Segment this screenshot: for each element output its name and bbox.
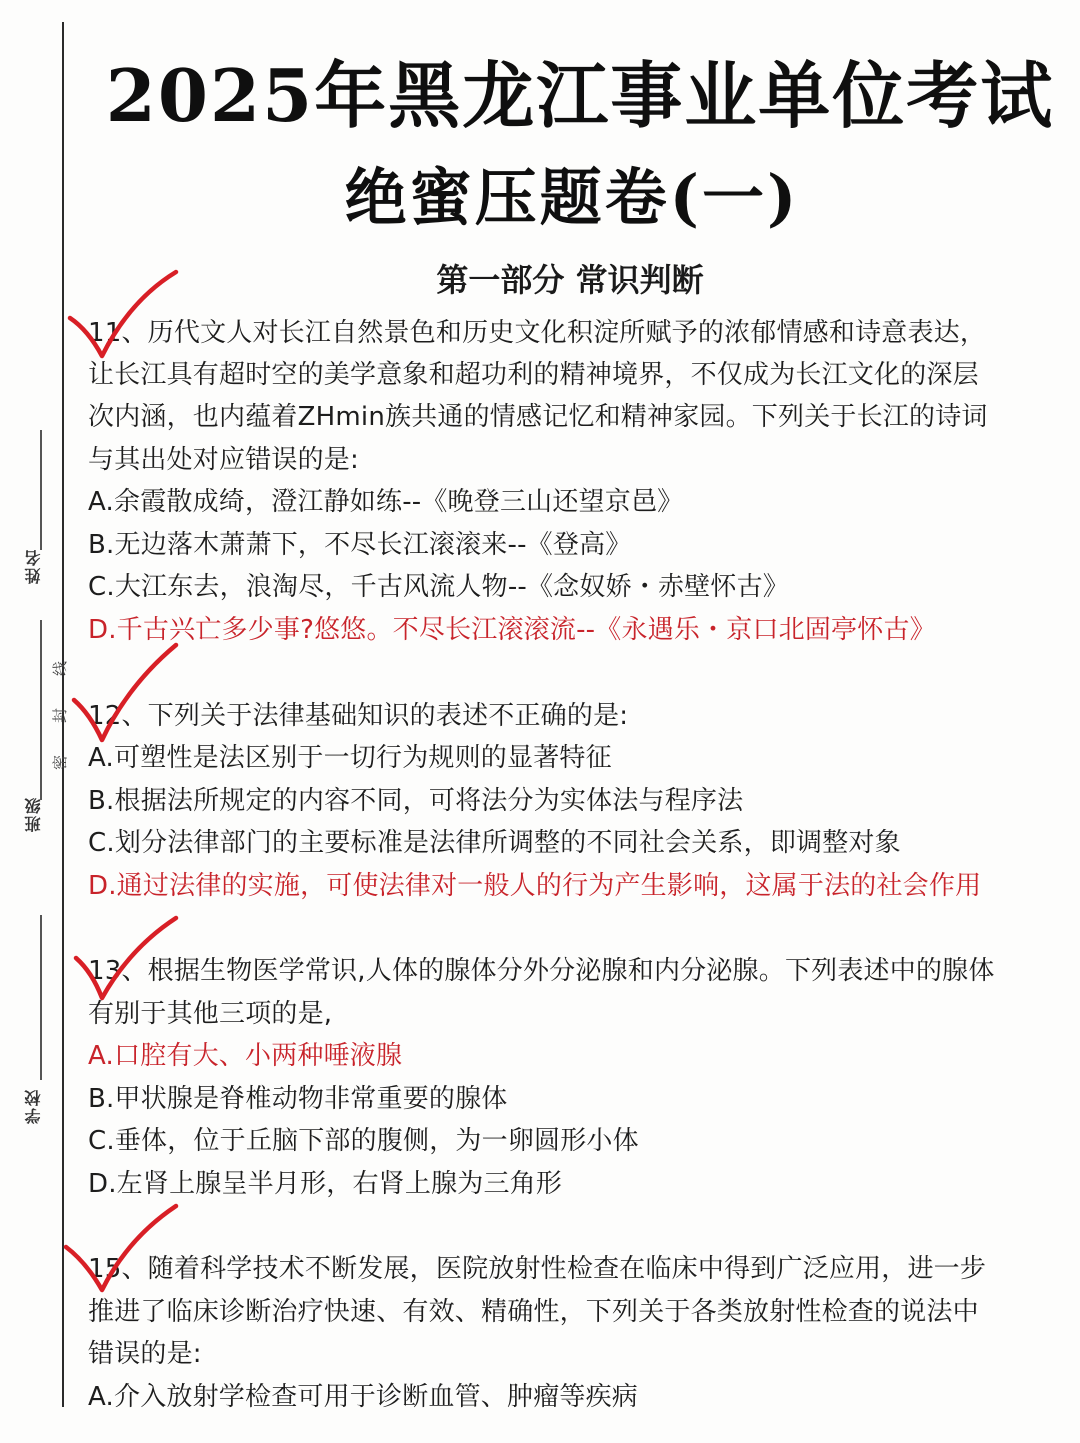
class-underline bbox=[40, 620, 42, 800]
option-a: A.介入放射学检查可用于诊断血管、肿瘤等疾病 bbox=[88, 1382, 638, 1412]
option-c: C.垂体，位于丘脑下部的腹侧，为一卵圆形小体 bbox=[88, 1126, 639, 1156]
option-d-correct-answer: D.千古兴亡多少事?悠悠。不尽长江滚滚流--《永遇乐・京口北固亭怀古》 bbox=[88, 615, 936, 645]
option-d-correct-answer: D.通过法律的实施，可使法律对一般人的行为产生影响，这属于法的社会作用 bbox=[88, 871, 982, 901]
option-d: D.左肾上腺呈半月形，右肾上腺为三角形 bbox=[88, 1169, 563, 1199]
question-stem-line: 让长江具有超时空的美学意象和超功利的精神境界，不仅成为长江文化的深层 bbox=[88, 360, 979, 390]
school-field-label: 学校 bbox=[24, 1088, 43, 1124]
question-stem-line: 错误的是: bbox=[88, 1339, 202, 1369]
question-stem-line: 与其出处对应错误的是: bbox=[88, 445, 359, 475]
option-a-correct-answer: A.口腔有大、小两种唾液腺 bbox=[88, 1041, 403, 1071]
option-c: C.大江东去，浪淘尽，千古风流人物--《念奴娇・赤壁怀古》 bbox=[88, 572, 789, 602]
document-subtitle: 绝蜜压题卷(一) bbox=[344, 161, 800, 234]
option-b: B.甲状腺是脊椎动物非常重要的腺体 bbox=[88, 1084, 508, 1114]
option-b: B.无边落木萧萧下，不尽长江滚滚来--《登高》 bbox=[88, 530, 632, 560]
seal-char-feng: 封 bbox=[51, 707, 70, 724]
name-underline bbox=[40, 430, 42, 550]
class-field-label: 班级 bbox=[24, 796, 43, 832]
option-a: A.余霞散成绮，澄江静如练--《晚登三山还望京邑》 bbox=[88, 487, 684, 517]
document-title: 2025年黑龙江事业单位考试 bbox=[105, 53, 1055, 138]
option-c: C.划分法律部门的主要标准是法律所调整的不同社会关系，即调整对象 bbox=[88, 828, 901, 858]
question-stem-line: 有别于其他三项的是, bbox=[88, 999, 333, 1029]
section-heading: 第一部分 常识判断 bbox=[436, 261, 704, 299]
question-stem-line: 13、根据生物医学常识,人体的腺体分外分泌腺和内分泌腺。下列表述中的腺体 bbox=[88, 956, 995, 986]
question-stem-line: 推进了临床诊断治疗快速、有效、精确性，下列关于各类放射性检查的说法中 bbox=[88, 1297, 979, 1327]
question-stem-line: 15、随着科学技术不断发展，医院放射性检查在临床中得到广泛应用，进一步 bbox=[88, 1254, 987, 1284]
question-stem-line: 11、历代文人对长江自然景色和历史文化积淀所赋予的浓郁情感和诗意表达， bbox=[88, 318, 987, 348]
seal-char-mi: 密 bbox=[51, 754, 70, 771]
option-b: B.根据法所规定的内容不同，可将法分为实体法与程序法 bbox=[88, 786, 744, 816]
name-field-label: 姓名 bbox=[24, 548, 43, 584]
seal-char-xian: 线 bbox=[51, 660, 70, 677]
option-a: A.可塑性是法区别于一切行为规则的显著特征 bbox=[88, 743, 612, 773]
question-stem-line: 12、下列关于法律基础知识的表述不正确的是: bbox=[88, 701, 629, 731]
school-underline bbox=[40, 915, 42, 1080]
question-stem-line: 次内涵，也内蕴着ZHmin族共通的情感记忆和精神家园。下列关于长江的诗词 bbox=[88, 402, 988, 432]
